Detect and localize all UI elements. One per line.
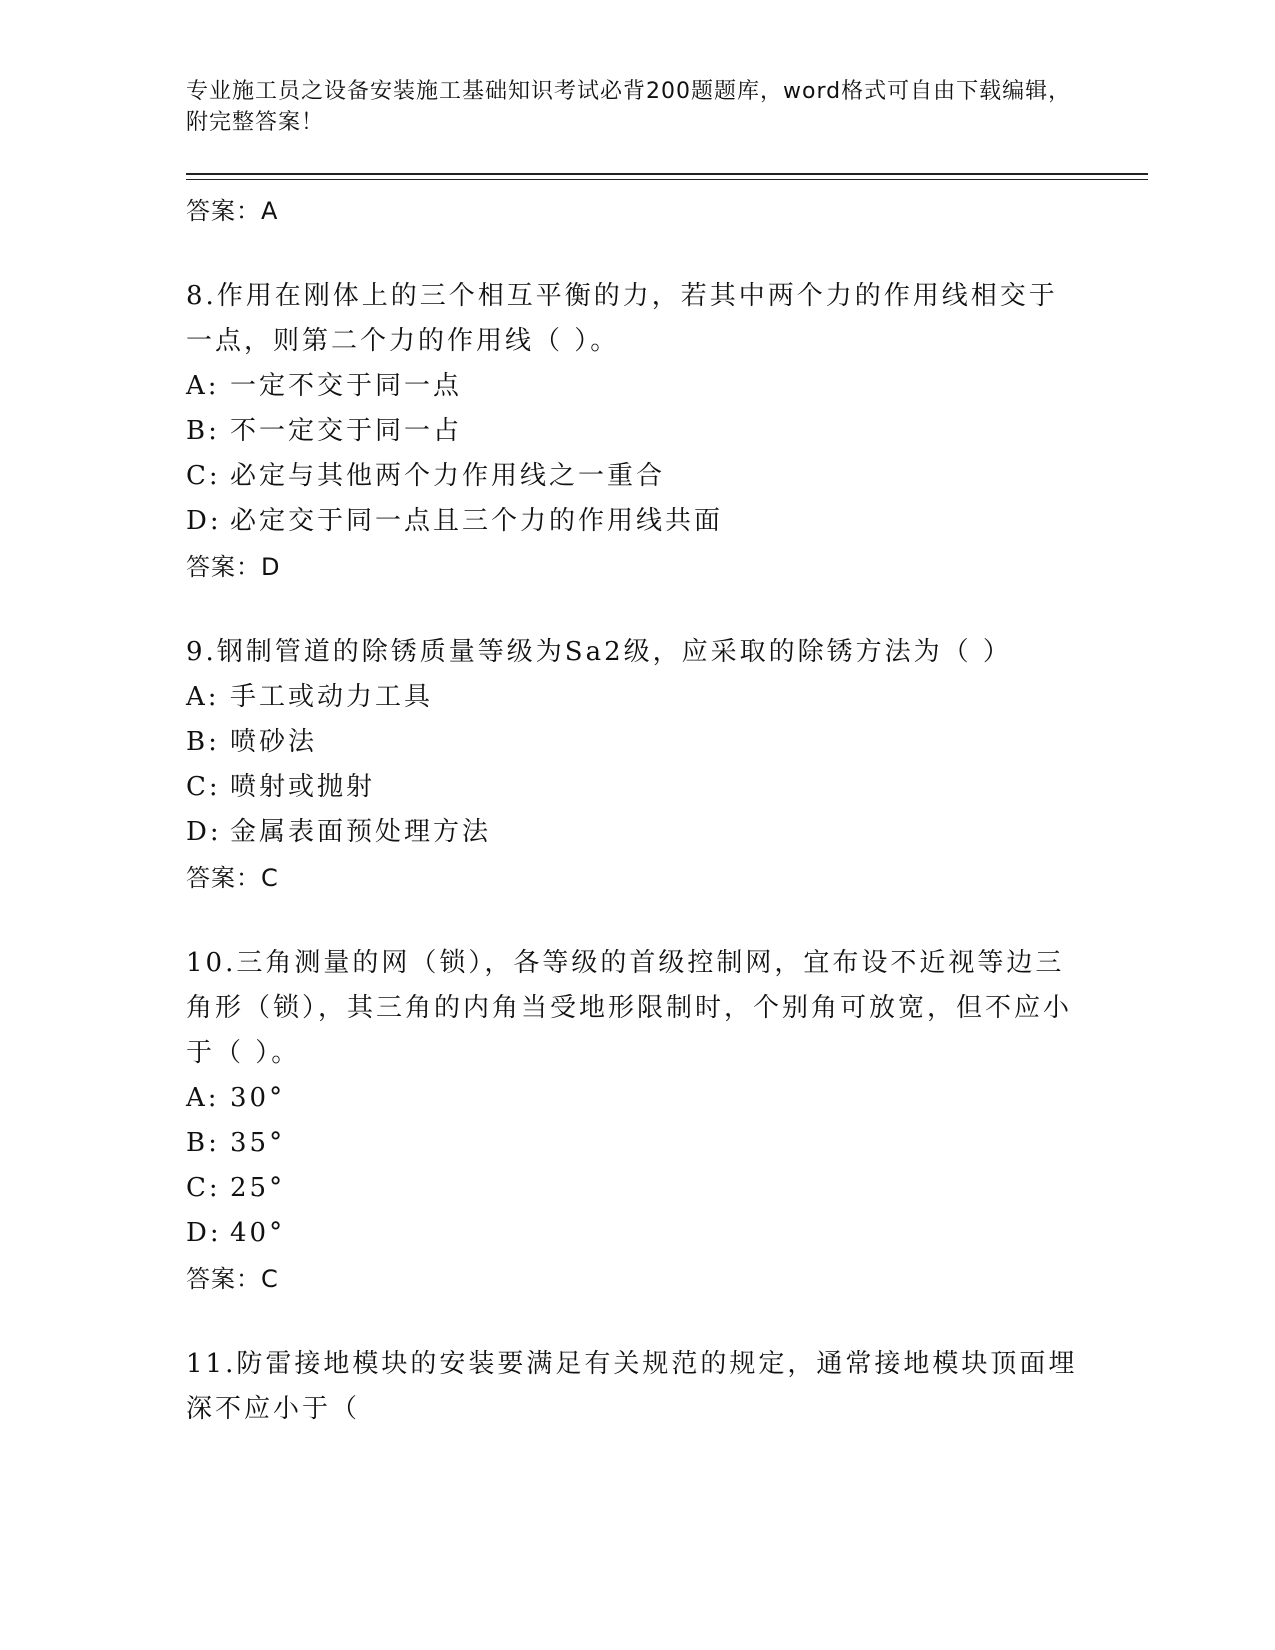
option-b bbox=[186, 409, 1086, 454]
option-text: 不一定交于同一占 bbox=[230, 416, 463, 446]
answer-line: 答案：C bbox=[186, 864, 279, 892]
option-label: D: bbox=[186, 506, 222, 536]
option-label: A: bbox=[186, 371, 220, 401]
question-text: 9.钢制管道的除锈质量等级为Sa2级，应采取的除锈方法为（ ） bbox=[186, 637, 1012, 667]
option-text: 必定交于同一点且三个力的作用线共面 bbox=[230, 506, 724, 536]
option-c bbox=[186, 1166, 1086, 1211]
option-label: D: bbox=[186, 1218, 222, 1248]
option-label: B: bbox=[186, 416, 220, 446]
header-divider-thick bbox=[186, 173, 1148, 175]
option-label: B: bbox=[186, 1128, 220, 1158]
question-text: 10.三角测量的网（锁），各等级的首级控制网，宜布设不近视等边三角形（锁），其三角的内角当受地形限制时，个别角可放宽，但不应小于（ ）。 bbox=[186, 948, 1073, 1068]
option-text: 25° bbox=[230, 1173, 286, 1203]
option-text: 喷射或抛射 bbox=[230, 772, 376, 802]
question-item bbox=[186, 941, 1086, 1302]
option-text: 金属表面预处理方法 bbox=[230, 817, 492, 847]
option-label: C: bbox=[186, 772, 221, 802]
option-d bbox=[186, 499, 1086, 544]
option-text: 35° bbox=[230, 1128, 286, 1158]
answer-line: 答案：C bbox=[186, 1265, 279, 1293]
option-d bbox=[186, 1211, 1086, 1256]
answer-line: 答案：A bbox=[186, 197, 279, 225]
option-c bbox=[186, 454, 1086, 499]
option-label: A: bbox=[186, 1083, 220, 1113]
question-item bbox=[186, 1342, 1086, 1432]
option-label: C: bbox=[186, 461, 221, 491]
question-list bbox=[186, 188, 1086, 1432]
option-text: 一定不交于同一点 bbox=[230, 371, 463, 401]
option-text: 必定与其他两个力作用线之一重合 bbox=[230, 461, 666, 491]
option-b bbox=[186, 1121, 1086, 1166]
answer-line: 答案：D bbox=[186, 553, 281, 581]
option-text: 30° bbox=[230, 1083, 286, 1113]
document-header: 专业施工员之设备安装施工基础知识考试必背200题题库，word格式可自由下载编辑，附完整答案！ bbox=[186, 79, 1072, 135]
option-text: 喷砂法 bbox=[230, 727, 318, 757]
question-text: 11.防雷接地模块的安装要满足有关规范的规定，通常接地模块顶面埋深不应小于（ bbox=[186, 1349, 1078, 1424]
option-label: D: bbox=[186, 817, 222, 847]
question-text: 8.作用在刚体上的三个相互平衡的力，若其中两个力的作用线相交于一点，则第二个力的作用线（ ）。 bbox=[186, 281, 1058, 356]
option-c bbox=[186, 765, 1086, 810]
header-divider-thin bbox=[186, 179, 1148, 180]
question-item bbox=[186, 274, 1086, 590]
option-b bbox=[186, 720, 1086, 765]
option-label: C: bbox=[186, 1173, 221, 1203]
option-a bbox=[186, 1076, 1086, 1121]
option-text: 手工或动力工具 bbox=[230, 682, 434, 712]
option-text: 40° bbox=[230, 1218, 286, 1248]
option-d bbox=[186, 810, 1086, 855]
option-label: B: bbox=[186, 727, 220, 757]
question-item bbox=[186, 630, 1086, 901]
option-a bbox=[186, 675, 1086, 720]
option-label: A: bbox=[186, 682, 220, 712]
option-a bbox=[186, 364, 1086, 409]
